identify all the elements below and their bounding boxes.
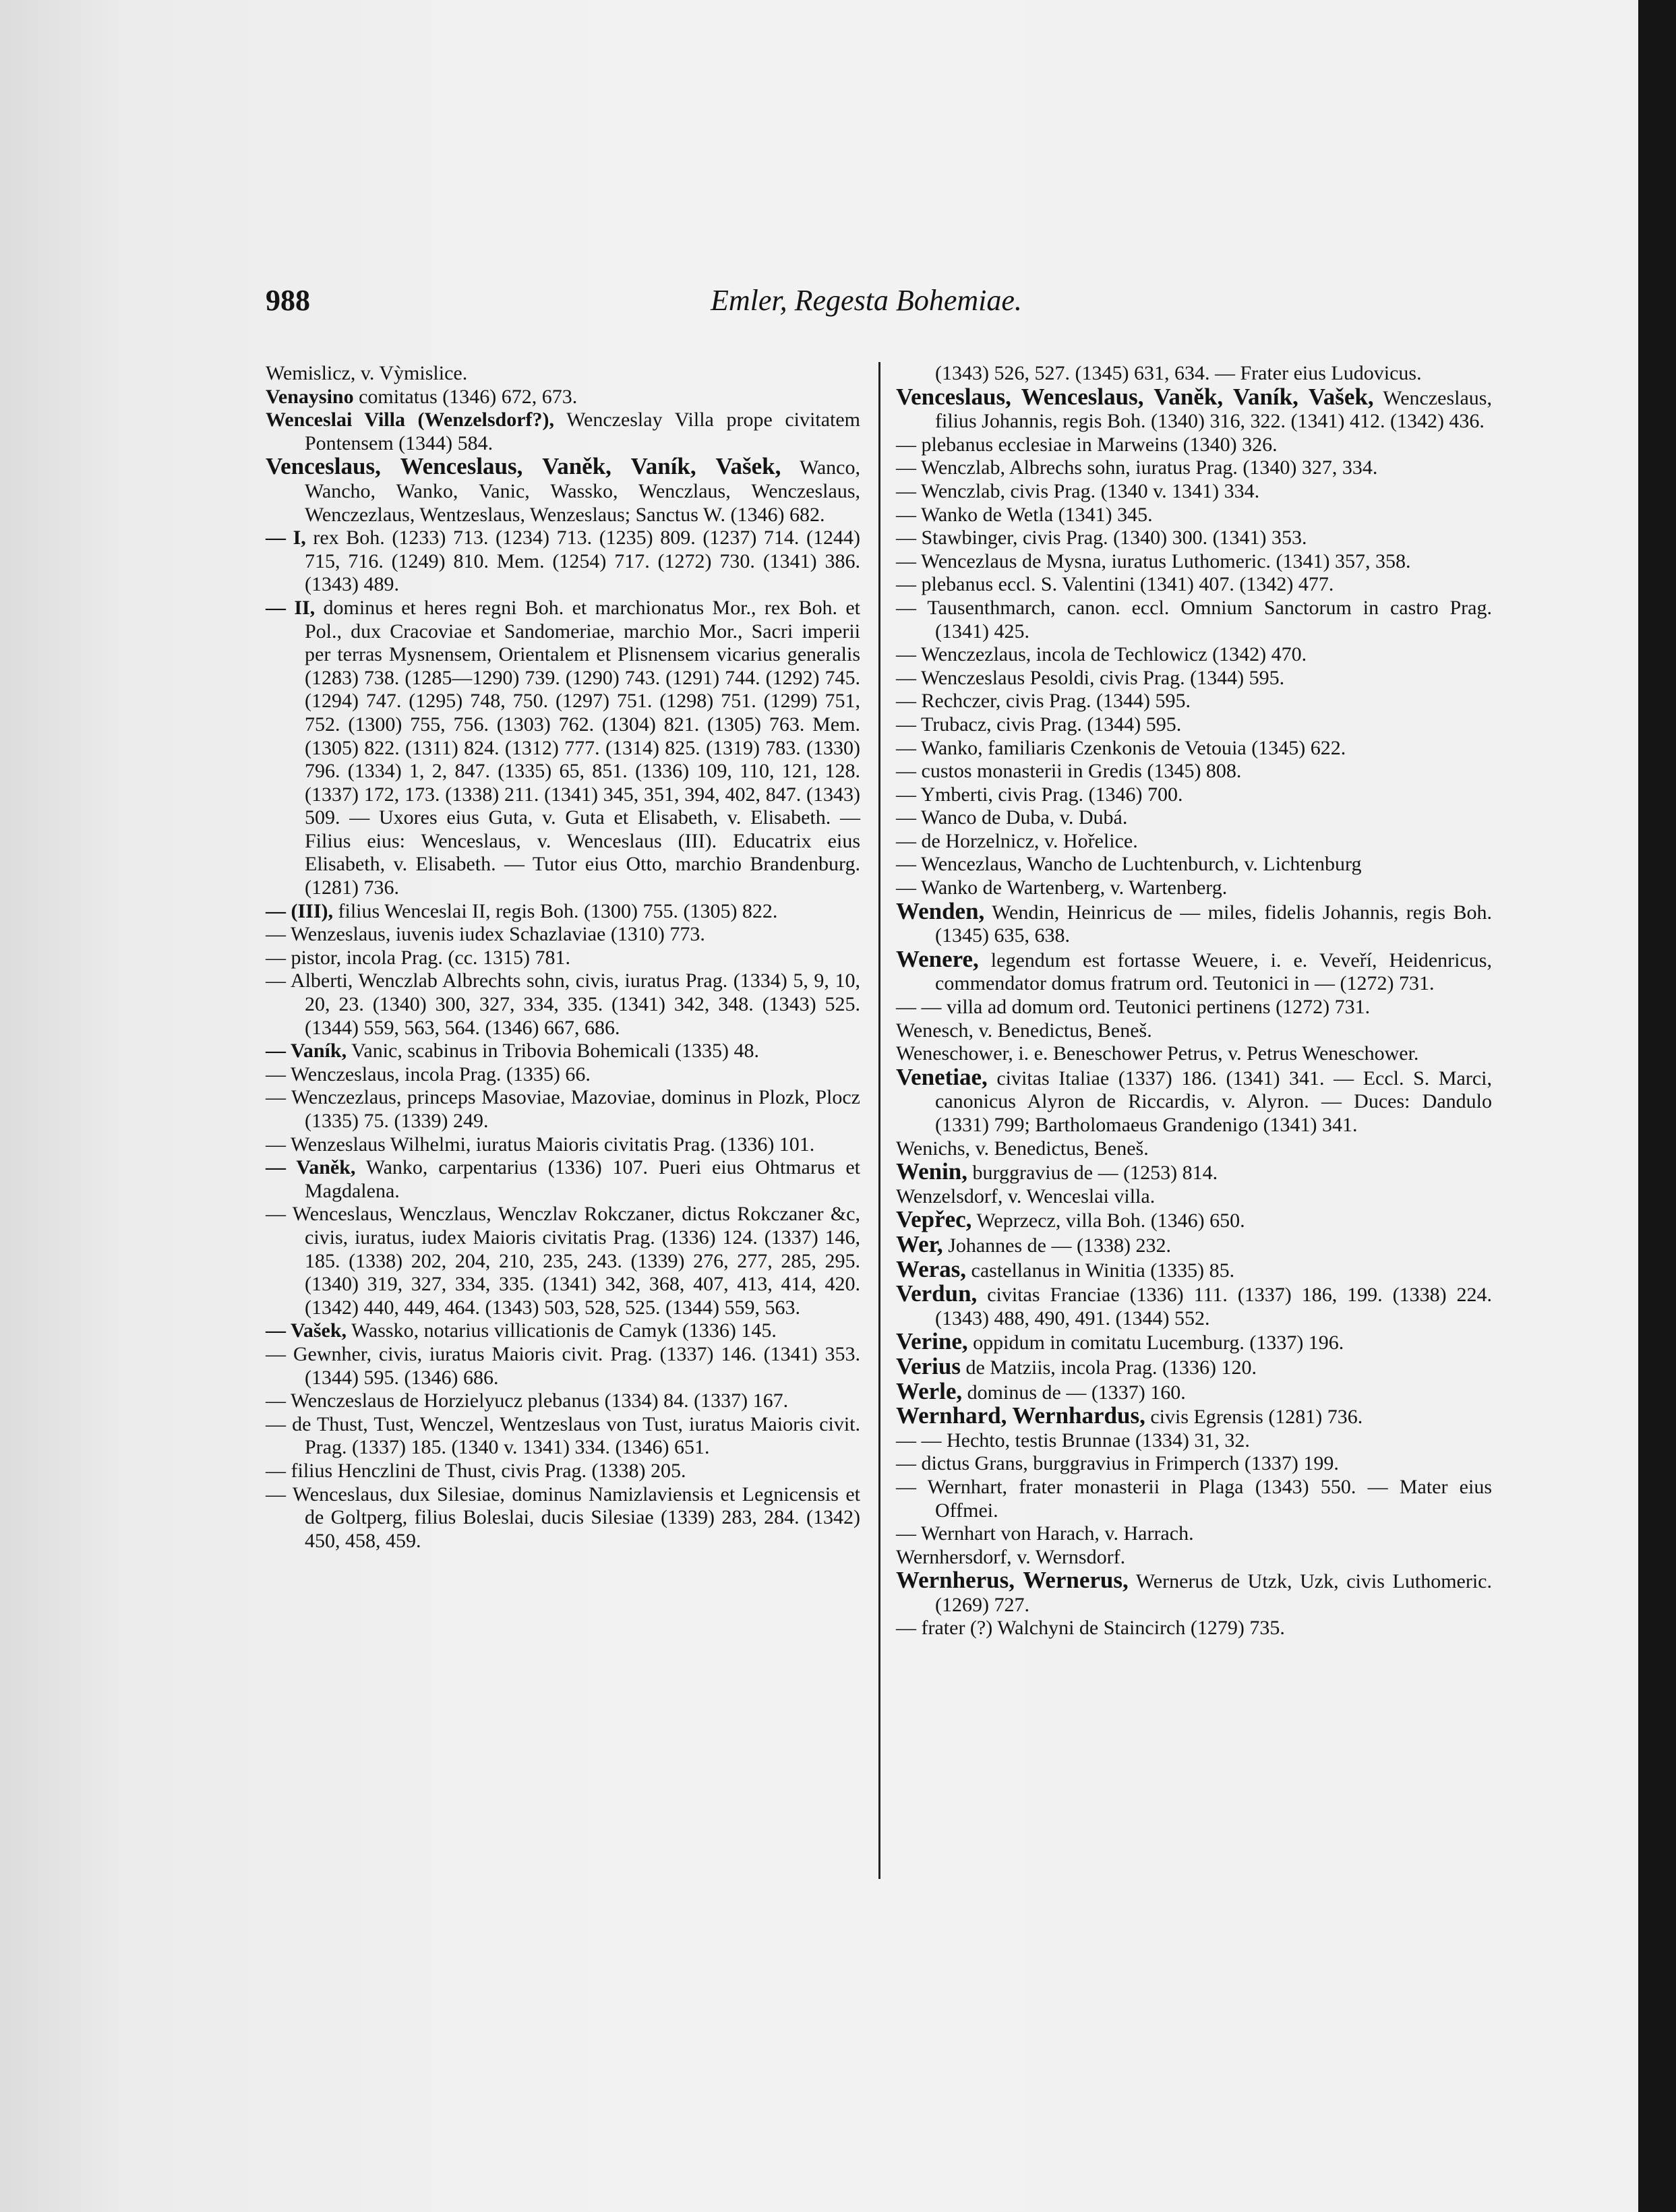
entry-text: dictus Grans, burggravius in Frimperch (1337) 199. — [916, 1452, 1339, 1475]
page-header — [266, 283, 1479, 324]
entry-headword: Wernhard, Wernhardus, — [896, 1402, 1145, 1429]
index-entry — [266, 1343, 860, 1389]
entry-text: plebanus ecclesiae in Marweins (1340) 326. — [916, 433, 1278, 456]
index-entry — [896, 1352, 1492, 1380]
entry-text: Wanco, Wancho, Wanko, Vanic, Wassko, Wenczlaus, Wenczeslaus, Wenczezlaus, Wentzeslaus, Wenzeslaus; Sanctus W. (1346) 682. — [305, 456, 860, 526]
entry-headword: Verius — [896, 1352, 961, 1379]
index-entry — [266, 455, 860, 527]
index-entry — [266, 1063, 860, 1087]
entry-headword: — — [896, 503, 916, 526]
entry-text: Wenczlab, Albrechs sohn, iuratus Prag. (1340) 327, 334. — [916, 456, 1378, 479]
entry-text: Wenczeslaus, filius Johannis, regis Boh. (1340) 316, 322. (1341) 412. (1342) 436. — [935, 386, 1492, 433]
entry-headword: — — [896, 1617, 916, 1640]
entry-headword: — — [896, 1452, 916, 1475]
entry-text: Wenczezlaus, incola de Techlowicz (1342) 470. — [916, 643, 1307, 666]
right-column — [896, 362, 1492, 1640]
index-entry — [266, 1133, 860, 1157]
entry-headword: — — [896, 527, 916, 549]
entry-text: Wenczeslaus Pesoldi, civis Prag. (1344) 595. — [916, 666, 1285, 689]
index-entry — [896, 1255, 1492, 1283]
entry-headword: — — [896, 666, 916, 689]
entry-headword: — — [266, 969, 286, 992]
index-entry — [266, 947, 860, 970]
entry-text: filius Wenceslai II, regis Boh. (1300) 755. (1305) 822. — [333, 899, 778, 922]
entry-headword: — — [266, 923, 286, 946]
entry-headword: — — [896, 479, 916, 502]
entry-headword: — — [266, 1412, 286, 1435]
index-entry — [896, 550, 1492, 574]
entry-headword: — — [896, 853, 916, 876]
entry-text: custos monasterii in Gredis (1345) 808. — [916, 760, 1242, 783]
entry-text: burggravius de — (1253) 814. — [967, 1162, 1218, 1185]
index-entry — [896, 480, 1492, 504]
entry-headword: — Vaník, — [266, 1040, 347, 1063]
entry-headword: — — [266, 1483, 286, 1505]
entry-headword: Wenden, — [896, 897, 985, 924]
entry-text: comitatus (1346) 672, 673. — [353, 385, 578, 408]
entry-headword: Wenceslai Villa (Wenzelsdorf?), — [266, 409, 555, 431]
index-entry — [896, 597, 1492, 643]
index-entry — [266, 527, 860, 597]
entry-text: Wencezlaus, Wancho de Luchtenburch, v. Lichtenburg — [916, 853, 1362, 876]
index-entry — [266, 1156, 860, 1203]
index-entry — [266, 409, 860, 455]
index-entry — [266, 1319, 860, 1343]
entry-text: oppidum in comitatu Lucemburg. (1337) 196. — [967, 1332, 1344, 1354]
index-entry — [896, 945, 1492, 996]
index-entry — [896, 456, 1492, 480]
entry-headword: — — [266, 1133, 286, 1156]
entry-headword: Wer, — [896, 1230, 943, 1257]
entry-headword: — — [896, 713, 916, 736]
entry-headword: Venceslaus, Wenceslaus, Vaněk, Vaník, Vašek, — [266, 453, 781, 480]
entry-text: Ymberti, civis Prag. (1346) 700. — [916, 783, 1183, 806]
entry-headword: — — [896, 736, 916, 759]
entry-text: i. e. Beneschower Petrus, v. Petrus Weneschower. — [1013, 1042, 1419, 1065]
entry-headword: — — — [896, 996, 942, 1019]
page-number: 988 — [266, 284, 310, 317]
entry-headword: — Vaněk, — [266, 1156, 356, 1179]
entry-headword: Venetiae, — [896, 1063, 988, 1090]
entry-headword: — Vašek, — [266, 1319, 347, 1342]
entry-headword: — — [896, 573, 916, 596]
running-title: Emler, Regesta Bohemiae. — [711, 284, 1022, 317]
entry-text: Wernerus de Utzk, Uzk, civis Luthomeric. (1269) 727. — [935, 1570, 1492, 1616]
index-entry — [896, 783, 1492, 807]
entry-headword: Wenichs, — [896, 1137, 971, 1160]
entry-headword: — — [266, 1203, 286, 1226]
index-entry — [896, 643, 1492, 667]
index-entry — [896, 1522, 1492, 1546]
index-entry — [896, 853, 1492, 876]
entry-headword: Wenzelsdorf, — [896, 1185, 1003, 1207]
index-entry — [896, 1185, 1492, 1209]
entry-text: Wassko, notarius villicationis de Camyk (1336) 145. — [347, 1319, 777, 1342]
entry-text: Hechto, testis Brunnae (1334) 31, 32. — [941, 1429, 1250, 1452]
index-entry — [896, 1208, 1492, 1233]
index-entry — [266, 900, 860, 924]
index-entry — [896, 1569, 1492, 1617]
entry-text: Wernhart von Harach, v. Harrach. — [916, 1522, 1194, 1545]
entry-text: Wenzeslaus Wilhelmi, iuratus Maioris civitatis Prag. (1336) 101. — [286, 1133, 815, 1156]
index-entry — [266, 597, 860, 900]
entry-headword: Weras, — [896, 1255, 967, 1282]
index-entry — [896, 504, 1492, 527]
entry-text: v. Vỳmislice. — [355, 362, 468, 384]
entry-text: Wenceslaus, Wenczlaus, Wenczlav Rokczaner, dictus Rokczaner &c, civis, iuratus, iudex Maioris civitatis Prag. (1336) 124. (1337) 146, 185. (1338) 202, 204, 210, 235, 243. (1339) 276, 277, 285, 295. (1340) 319, 327, 334, 335. (1341) 342, 368, 407, 413, 414, 420. (1342) 440, 449, 464. (1343) 503, 528, 525. (1344) 559, 563. — [286, 1203, 860, 1319]
entry-text: Wenczeslay Villa prope civitatem Pontensem (1344) 584. — [305, 409, 860, 454]
index-entry — [896, 1137, 1492, 1161]
entry-headword: — — [896, 783, 916, 806]
index-entry — [896, 1452, 1492, 1476]
index-entry — [896, 1404, 1492, 1429]
entry-headword: — — [266, 1342, 286, 1365]
entry-text: Trubacz, civis Prag. (1344) 595. — [916, 713, 1182, 736]
entry-text: Wenczezlaus, princeps Masoviae, Mazoviae, dominus in Plozk, Plocz (1335) 75. (1339) 249. — [286, 1086, 860, 1132]
entry-text: Wernhart, frater monasterii in Plaga (1343) 550. — Mater eius Offmei. — [916, 1475, 1492, 1522]
entry-text: frater (?) Walchyni de Staincirch (1279) 735. — [916, 1617, 1285, 1640]
entry-text: Rechczer, civis Prag. (1344) 595. — [916, 690, 1191, 713]
entry-text: legendum est fortasse Weuere, i. e. Veveří, Heidenricus, commendator domus fratrum ord. Teutonici in — (1272) 731. — [935, 949, 1492, 995]
entry-text: Wencezlaus de Mysna, iuratus Luthomeric. (1341) 357, 358. — [916, 549, 1411, 572]
entry-text: Weprzecz, villa Boh. (1346) 650. — [971, 1209, 1245, 1232]
entry-text: v. Benedictus, Beneš. — [974, 1019, 1152, 1042]
index-entry — [896, 1063, 1492, 1137]
index-entry — [896, 362, 1492, 386]
entry-text: Vanic, scabinus in Tribovia Bohemicali (1335) 48. — [347, 1040, 759, 1063]
entry-headword: Wernhersdorf, — [896, 1545, 1012, 1568]
entry-text: dominus de — (1337) 160. — [962, 1381, 1186, 1404]
entry-headword: Werle, — [896, 1377, 963, 1404]
index-entry — [896, 527, 1492, 550]
index-entry — [896, 667, 1492, 690]
index-entry — [896, 1042, 1492, 1066]
entry-text: Wenczeslaus de Horzielyucz plebanus (1334) 84. (1337) 167. — [286, 1389, 789, 1412]
index-entry — [896, 1617, 1492, 1640]
entry-headword: Weneschower, — [896, 1042, 1013, 1065]
entry-headword: Wenin, — [896, 1158, 968, 1185]
entry-text: Johannes de — (1338) 232. — [942, 1234, 1171, 1257]
entry-headword: — — — [896, 1429, 942, 1452]
entry-text: plebanus eccl. S. Valentini (1341) 407. (1342) 477. — [916, 573, 1334, 596]
index-entry — [266, 1040, 860, 1063]
entry-text: v. Benedictus, Beneš. — [970, 1137, 1149, 1160]
entry-headword: — — [896, 1475, 916, 1498]
index-entry — [896, 1160, 1492, 1185]
entry-headword: — II, — [266, 596, 316, 619]
entry-headword: — — [896, 829, 916, 852]
entry-headword: Vepřec, — [896, 1206, 972, 1233]
index-entry — [896, 737, 1492, 760]
entry-text: dominus et heres regni Boh. et marchionatus Mor., rex Boh. et Pol., dux Cracoviae et Sandomeriae, marchio Mor., Sacri imperii per terras Mysnensem, Orientalem et Plisnensem vicarius generalis (1283) 738. (1285—1290) 739. (1290) 743. (1291) 744. (1292) 745. (1294) 747. (1295) 748, 750. (1297) 751. (1298) 751. (1299) 751, 752. (1300) 755, 756. (1303) 762. (1304) 821. (1305) 763. Mem. (1305) 822. (1311) 824. (1312) 777. (1314) 825. (1319) 783. (1330) 796. (1334) 1, 2, 847. (1335) 65, 851. (1336) 109, 110, 121, 128. (1337) 172, 173. (1338) 211. (1341) 345, 351, 394, 402, 847. (1343) 509. — Uxores eius Guta, v. Guta et Elisabeth, v. Elisabeth. — Filius eius: Wenceslaus, v. Wenceslaus (III). Educatrix eius Elisabeth, v. Elisabeth. — Tutor eius Otto, marchio Brandenburg. (1281) 736. — [305, 596, 860, 899]
index-entry — [896, 1429, 1492, 1453]
index-entry — [266, 362, 860, 386]
index-entry — [266, 1389, 860, 1413]
entry-headword: — — [896, 760, 916, 783]
entry-headword: — — [896, 549, 916, 572]
entry-headword: Verine, — [896, 1328, 968, 1355]
entry-headword: — — [896, 690, 916, 713]
entry-headword: Venaysino — [266, 385, 354, 408]
entry-headword: — (III), — [266, 899, 334, 922]
index-entry — [896, 830, 1492, 854]
index-entry — [896, 1546, 1492, 1570]
entry-headword: — — [896, 876, 916, 899]
entry-text: Tausenthmarch, canon. eccl. Omnium Sanctorum in castro Prag. (1341) 425. — [916, 596, 1492, 642]
entry-headword: Verdun, — [896, 1280, 978, 1307]
entry-headword: — — [896, 643, 916, 666]
entry-headword: — — [266, 1063, 286, 1085]
index-entry — [896, 573, 1492, 597]
entry-text: Wenceslaus, dux Silesiae, dominus Namizlaviensis et Legnicensis et de Goltperg, filius Boleslai, ducis Silesiae (1339) 283, 284. (1342) 450, 458, 459. — [286, 1483, 860, 1552]
column-rule — [878, 362, 880, 1879]
entry-headword: — — [266, 1459, 286, 1482]
index-entry — [266, 923, 860, 947]
entry-headword: — — [896, 596, 916, 619]
index-entry — [896, 897, 1492, 948]
index-entry — [266, 969, 860, 1040]
entry-text: Gewnher, civis, iuratus Maioris civit. Prag. (1337) 146. (1341) 353. (1344) 595. (1346) 686. — [286, 1342, 860, 1389]
entry-headword: Wemislicz, — [266, 362, 356, 384]
index-entry — [896, 434, 1492, 457]
entry-text: Wanko de Wetla (1341) 345. — [916, 503, 1153, 526]
entry-text: Wanko de Wartenberg, v. Wartenberg. — [916, 876, 1228, 899]
entry-headword: — — [266, 1086, 286, 1109]
index-entry — [896, 383, 1492, 434]
index-entry — [896, 690, 1492, 713]
entry-headword: Venceslaus, Wenceslaus, Vaněk, Vaník, Vašek, — [896, 383, 1374, 410]
index-entry — [266, 1483, 860, 1553]
entry-text: (1343) 526, 527. (1345) 631, 634. — Frater eius Ludovicus. — [935, 362, 1422, 384]
index-entry — [266, 386, 860, 409]
index-entry — [266, 1413, 860, 1460]
entry-text: Stawbinger, civis Prag. (1340) 300. (1341) 353. — [916, 527, 1307, 549]
index-entry — [896, 1377, 1492, 1405]
entry-text: Alberti, Wenczlab Albrechts sohn, civis, iuratus Prag. (1334) 5, 9, 10, 20, 23. (1340) 300, 327, 334, 335. (1341) 342, 348. (1343) 525. (1344) 559, 563, 564. (1346) 667, 686. — [286, 969, 860, 1039]
entry-text: de Horzelnicz, v. Hořelice. — [916, 829, 1138, 852]
index-entry — [896, 806, 1492, 830]
entry-text: de Matziis, incola Prag. (1336) 120. — [960, 1356, 1257, 1379]
index-entry — [896, 760, 1492, 783]
entry-text: Wanco de Duba, v. Dubá. — [916, 806, 1128, 829]
index-entry — [896, 1476, 1492, 1522]
entry-headword: — — [896, 1522, 916, 1545]
left-column — [266, 362, 860, 1553]
index-entry — [896, 713, 1492, 737]
entry-text: villa ad domum ord. Teutonici pertinens (1272) 731. — [941, 996, 1371, 1019]
index-entry — [896, 996, 1492, 1019]
entry-text: v. Wenceslai villa. — [1002, 1185, 1156, 1207]
index-entry — [896, 1230, 1492, 1258]
index-entry — [896, 1019, 1492, 1043]
entry-text: Wendin, Heinricus de — miles, fidelis Johannis, regis Boh. (1345) 635, 638. — [935, 901, 1492, 947]
entry-text: Wenzeslaus, iuvenis iudex Schazlaviae (1310) 773. — [286, 923, 705, 946]
entry-text: castellanus in Winitia (1335) 85. — [966, 1259, 1235, 1282]
entry-headword: — I, — [266, 527, 306, 549]
entry-text: pistor, incola Prag. (cc. 1315) 781. — [286, 946, 571, 969]
entry-text: filius Henczlini de Thust, civis Prag. (1338) 205. — [286, 1459, 686, 1482]
entry-headword: — — [266, 946, 286, 969]
entry-headword: Wernherus, Wernerus, — [896, 1567, 1129, 1594]
entry-headword: — — [896, 806, 916, 829]
index-entry — [266, 1460, 860, 1483]
index-entry — [896, 876, 1492, 900]
entry-text: Wenczeslaus, incola Prag. (1335) 66. — [286, 1063, 591, 1085]
entry-text: Wanko, familiaris Czenkonis de Vetouia (1345) 622. — [916, 736, 1346, 759]
entry-headword: Wenesch, — [896, 1019, 974, 1042]
entry-text: Wanko, carpentarius (1336) 107. Pueri eius Ohtmarus et Magdalena. — [305, 1156, 860, 1202]
entry-headword: Wenere, — [896, 945, 979, 972]
index-entry — [896, 1330, 1492, 1355]
entry-text: civis Egrensis (1281) 736. — [1145, 1406, 1363, 1429]
entry-headword: — — [896, 456, 916, 479]
index-entry — [896, 1282, 1492, 1330]
entry-text: civitas Franciae (1336) 111. (1337) 186, 199. (1338) 224. (1343) 488, 490, 491. (1344) 552. — [935, 1284, 1492, 1329]
index-entry — [266, 1086, 860, 1133]
entry-text: civitas Italiae (1337) 186. (1341) 341. — Eccl. S. Marci, canonicus Alyron de Riccardis, v. Alyron. — Duces: Dandulo (1331) 799; Bartholomaeus Grandenigo (1341) 341. — [935, 1067, 1492, 1136]
entry-text: Wenczlab, civis Prag. (1340 v. 1341) 334. — [916, 479, 1260, 502]
index-entry — [266, 1203, 860, 1319]
entry-headword: — — [896, 433, 916, 456]
entry-headword: — — [266, 1389, 286, 1412]
entry-text: v. Wernsdorf. — [1011, 1545, 1126, 1568]
entry-text: de Thust, Tust, Wenczel, Wentzeslaus von Tust, iuratus Maioris civit. Prag. (1337) 185. (1340 v. 1341) 334. (1346) 651. — [286, 1412, 860, 1459]
entry-text: rex Boh. (1233) 713. (1234) 713. (1235) 809. (1237) 714. (1244) 715, 716. (1249) 810. Mem. (1254) 717. (1272) 730. (1341) 386. (1343) 489. — [305, 527, 861, 596]
